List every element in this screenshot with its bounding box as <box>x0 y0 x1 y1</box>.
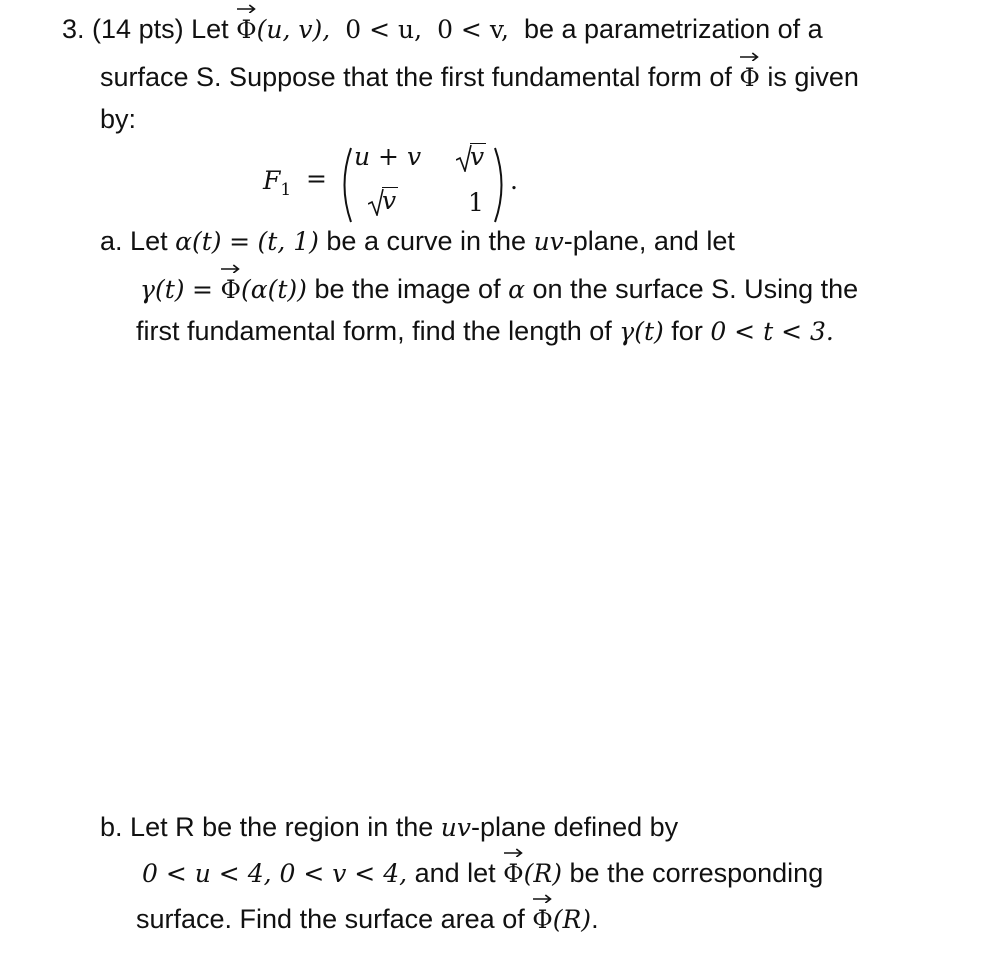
part-a-text-2: be the image of <box>314 274 501 304</box>
matrix-a12: v <box>456 142 484 171</box>
part-b-line-1 <box>100 810 678 845</box>
problem-number: 3. <box>62 14 85 44</box>
part-b-text-2b: be the corresponding <box>569 858 824 888</box>
line2-text-b: is given <box>767 62 859 92</box>
phi-vector: Φ <box>739 61 760 95</box>
part-a-line-3 <box>136 314 834 349</box>
sqrt-icon <box>456 144 472 172</box>
part-b-line-2 <box>142 856 823 891</box>
part-a-text-1b: -plane, and let <box>563 226 735 256</box>
uv-symbol: uv <box>533 227 564 256</box>
right-paren-icon <box>492 146 510 224</box>
problem-line-1 <box>62 12 823 47</box>
line3-text: by: <box>100 104 137 134</box>
phi-alpha-args: (α(t)) <box>240 275 307 304</box>
gamma-t: γ(t) <box>619 317 664 346</box>
vector-arrow-icon <box>220 263 241 273</box>
phi-vector: Φ <box>532 903 553 937</box>
part-a-line-2 <box>140 272 858 307</box>
part-b-text-1a: Let R be the region in the <box>130 812 434 842</box>
phi-args: (u, v), <box>256 15 331 44</box>
curve-tuple: (t, 1) <box>257 227 319 256</box>
part-b-text-1b: -plane defined by <box>471 812 679 842</box>
left-paren-icon <box>336 146 354 224</box>
line2-text-a: surface S. Suppose that the first fundamental form of <box>100 62 732 92</box>
vector-arrow-icon <box>236 3 257 13</box>
region-inequalities: 0 < u < 4, 0 < v < 4, <box>142 859 408 888</box>
part-b-period: . <box>591 904 599 934</box>
condition-v: 0 < v, <box>437 15 509 44</box>
problem-line-3 <box>100 102 136 136</box>
t-range: 0 < t < 3. <box>710 317 834 346</box>
condition-u: 0 < u, <box>345 15 423 44</box>
gamma-t: γ(t) <box>140 275 185 304</box>
text-let: Let <box>191 14 229 44</box>
equals-sign: = <box>192 275 213 304</box>
uv-symbol: uv <box>440 813 472 842</box>
phi-vector: Φ <box>503 857 524 891</box>
alpha-symbol: α <box>508 275 525 304</box>
phi-vector: Φ <box>220 273 241 307</box>
part-a-let: Let <box>130 226 168 256</box>
part-b-line-3 <box>136 902 599 937</box>
problem-points: (14 pts) <box>92 14 184 44</box>
problem-line-2 <box>100 60 859 95</box>
part-a-text-2b: on the surface S. Using the <box>532 274 859 304</box>
matrix-a11: u + v <box>354 142 422 171</box>
part-a-text-3: first fundamental form, find the length of <box>136 316 612 346</box>
phi-r-args: (R) <box>552 905 592 934</box>
part-a-text-1: be a curve in the <box>326 226 527 256</box>
equals-sign: = <box>229 227 251 256</box>
part-a-label: a. <box>100 226 123 256</box>
part-b-label: b. <box>100 812 123 842</box>
vector-arrow-icon <box>532 893 553 903</box>
matrix-a21: v <box>368 186 396 215</box>
part-b-text-2a: and let <box>414 858 496 888</box>
matrix-equals: = <box>306 164 327 193</box>
vector-arrow-icon <box>503 847 524 857</box>
sqrt-icon <box>368 188 384 216</box>
part-a-line-1 <box>100 224 735 259</box>
matrix-name: $F_1$ <box>263 166 292 200</box>
for-word: for <box>671 316 703 346</box>
phi-r-args: (R) <box>523 859 563 888</box>
alpha-t: α(t) <box>175 227 222 256</box>
intro-rest: be a parametrization of a <box>523 14 823 44</box>
part-b-text-3a: surface. Find the surface area of <box>136 904 525 934</box>
fundamental-form-matrix <box>260 140 560 230</box>
vector-arrow-icon <box>739 51 760 61</box>
matrix-a22: 1 <box>468 188 484 217</box>
matrix-period: . <box>510 166 518 195</box>
phi-vector: Φ <box>236 13 257 47</box>
